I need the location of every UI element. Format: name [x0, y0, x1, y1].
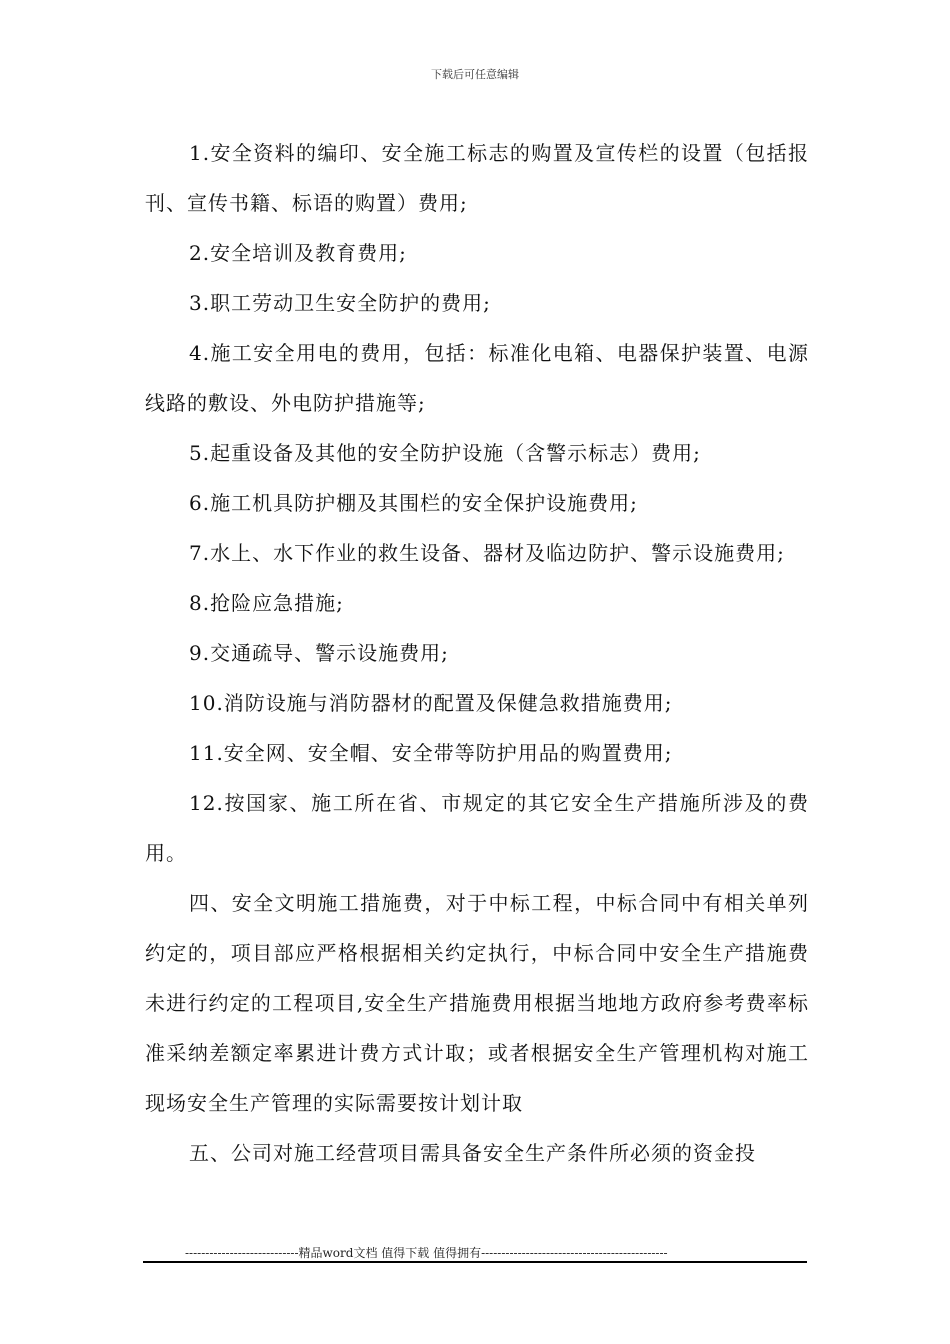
footer-text: ----------------------------精品word文档 值得下载 值得拥有---------------------------------------------- — [185, 1246, 668, 1260]
paragraph-item-12: 12.按国家、施工所在省、市规定的其它安全生产措施所涉及的费用。 — [145, 791, 809, 865]
paragraph-item-8: 8.抢险应急措施; — [189, 591, 344, 615]
paragraph-section-5: 五、公司对施工经营项目需具备安全生产条件所必须的资金投 — [189, 1141, 756, 1165]
paragraph-item-7: 7.水上、水下作业的救生设备、器材及临边防护、警示设施费用; — [189, 541, 785, 565]
paragraph-item-2: 2.安全培训及教育费用; — [189, 241, 407, 265]
paragraph-item-1: 1.安全资料的编印、安全施工标志的购置及宣传栏的设置（包括报刊、宣传书籍、标语的购置）费用; — [145, 141, 809, 215]
paragraph-item-4: 4.施工安全用电的费用，包括：标准化电箱、电器保护装置、电源线路的敷设、外电防护措施等; — [145, 341, 809, 415]
footer-divider — [143, 1261, 807, 1263]
paragraph-item-10: 10.消防设施与消防器材的配置及保健急救措施费用; — [189, 691, 673, 715]
paragraph-item-9: 9.交通疏导、警示设施费用; — [189, 641, 449, 665]
page-header: 下载后可任意编辑 — [431, 68, 519, 81]
paragraph-item-3: 3.职工劳动卫生安全防护的费用; — [189, 291, 491, 315]
paragraph-item-5: 5.起重设备及其他的安全防护设施（含警示标志）费用; — [189, 441, 701, 465]
document-body — [145, 128, 809, 1178]
paragraph-section-4: 四、安全文明施工措施费，对于中标工程，中标合同中有相关单列约定的，项目部应严格根据相关约定执行，中标合同中安全生产措施费未进行约定的工程项目,安全生产措施费用根据当地地方政府参考费率标准采纳差额定率累进计费方式计取；或者根据安全生产管理机构对施工现场安全生产管理的实际需要按计划计取 — [145, 891, 809, 1115]
paragraph-item-6: 6.施工机具防护棚及其围栏的安全保护设施费用; — [189, 491, 638, 515]
paragraph-item-11: 11.安全网、安全帽、安全带等防护用品的购置费用; — [189, 741, 673, 765]
